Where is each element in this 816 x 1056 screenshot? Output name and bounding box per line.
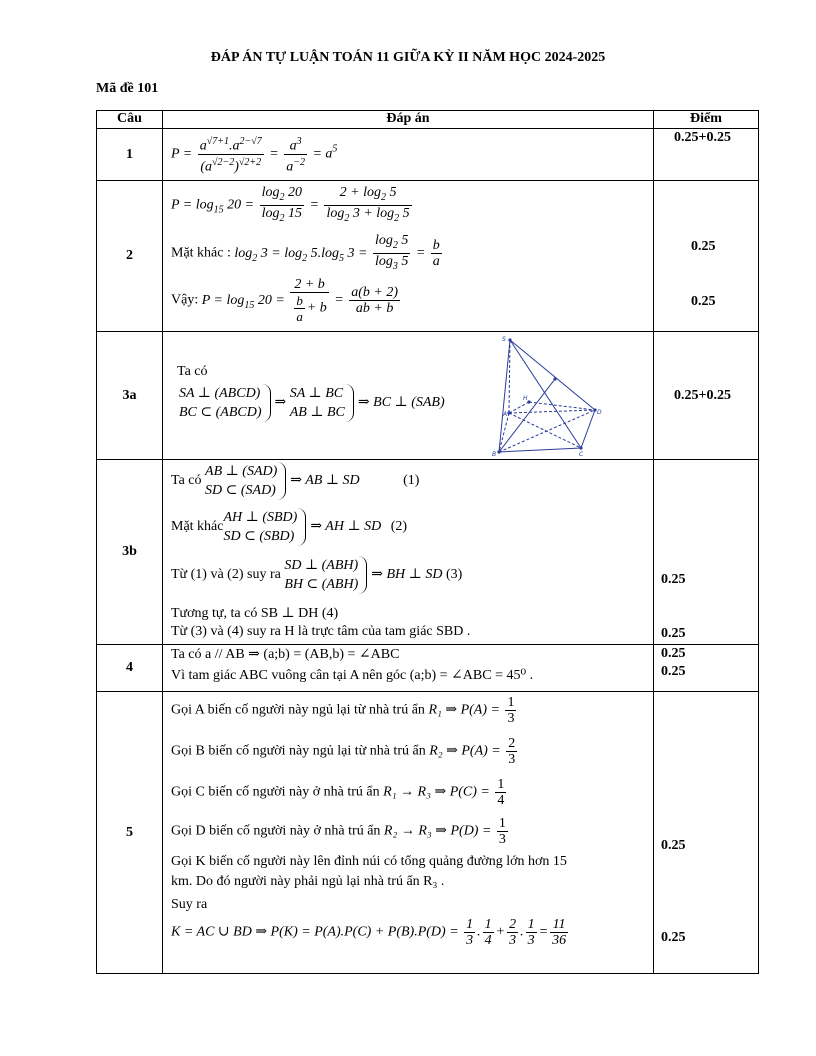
table-row: [97, 645, 759, 692]
q3b-l2-res: ⇒ AH ⊥ SD: [310, 519, 382, 535]
answer-cell: [163, 332, 654, 460]
label-B: B: [492, 451, 497, 456]
q3b-l3b: BH ⊂ (ABH): [284, 577, 359, 592]
q5-c-den: 4: [497, 793, 505, 808]
q5-line-c: [171, 777, 508, 808]
q3b-l3-res: ⇒ BH ⊥ SD: [371, 567, 443, 583]
q2-line3: Vậy: $P = \log_{15} 20$ = 2 + b $\frac{b}{a}$ + b = $\frac{a(b + 2)}{ab + b}$: [171, 277, 398, 324]
q5-line-a: [171, 695, 518, 726]
q3b-l3a: SD ⊥ (ABH): [284, 558, 359, 573]
q5-d-math: R₂ → R₃ ⇒ P(D) =: [383, 823, 492, 839]
points-cell: [654, 460, 759, 645]
q5-b-math: R₂ ⇒ P(A) =: [429, 743, 501, 759]
q5-a-text: Gọi A biến cố người này ngủ lại từ nhà trú ẩn: [171, 702, 425, 718]
points-value: 0.25: [661, 646, 686, 661]
q3b-l3-intro: Từ (1) và (2) suy ra: [171, 567, 281, 583]
page-title: ĐÁP ÁN TỰ LUẬN TOÁN 11 GIỮA KỲ II NĂM HỌC 2024-2025: [210, 50, 606, 65]
points-value: 0.25: [691, 239, 716, 254]
label-S: S: [502, 336, 506, 343]
q5-line-b: [171, 736, 519, 767]
answer-cell: [163, 460, 654, 645]
q5-line-d: [171, 816, 510, 847]
table-row: [97, 332, 759, 460]
question-label: 4: [97, 645, 163, 692]
points-cell: [654, 129, 759, 181]
q5-k2: km. Do đó người này phải ngủ lại nhà trú ẩn R₃ .: [171, 874, 445, 889]
q3b-l2b: SD ⊂ (SBD): [223, 529, 295, 544]
points-value: 0.25: [661, 930, 686, 945]
q3b-line3: [171, 556, 462, 594]
q5-c-num: 1: [497, 777, 505, 792]
question-label: 3b: [97, 460, 163, 645]
q5-k1: Gọi K biến cố người này lên đỉnh núi có tổng quảng đường lớn hơn 15: [171, 854, 567, 869]
q5-final: K = AC ∪ BD ⇒ P(K) = P(A).P(C) + P(B).P(D) = $\frac{1}{3}$ . $\frac{1}{4}$ + $\frac{2}{3}$ . $\frac{1}{3}$ = $\frac{11}{36}$: [171, 917, 567, 948]
question-label: 5: [97, 692, 163, 974]
answer-cell: [163, 129, 654, 181]
header-question: Câu: [97, 111, 163, 129]
q5-b-num: 2: [508, 736, 516, 751]
q3a-system: SA ⊥ (ABCD) BC ⊂ (ABCD)⇒ SA ⊥ BC AB ⊥ BC⇒ BC ⊥ (SAB): [179, 386, 445, 420]
edge-BC: [499, 448, 581, 452]
points-value: 0.25: [661, 572, 686, 587]
q3a-intro: Ta có: [177, 364, 208, 379]
points-value: 0.25: [661, 664, 686, 679]
q3b-line5: Từ (3) và (4) suy ra H là trực tâm của tam giác SBD .: [171, 624, 471, 639]
q5-a-num: 1: [507, 695, 515, 710]
q5-k3: Suy ra: [171, 897, 208, 912]
table-row: [97, 129, 759, 181]
q3b-l1a: AB ⊥ (SAD): [205, 464, 278, 479]
edge-HD: [529, 402, 595, 410]
answer-cell: [163, 692, 654, 974]
q2-line2: Mặt khác : $\log_2 3 = \log_2 5.\log_5$ 3 = $\frac{\log_2 5}{\log_3 5}$ = $\frac{b}{a}$: [171, 233, 440, 272]
q3a-sys2a: SA ⊥ BC: [289, 386, 344, 401]
q4-line2: Vì tam giác ABC vuông cân tại A nên góc (a;b) = ∠ABC = 45⁰ .: [171, 668, 534, 683]
points-cell: [654, 645, 759, 692]
points-cell: [654, 332, 759, 460]
table-row: [97, 460, 759, 645]
q5-c-text: Gọi C biến cố người này ở nhà trú ẩn: [171, 784, 380, 800]
q3b-l1-tag: (1): [403, 473, 420, 489]
q5-b-text: Gọi B biến cố người này ngủ lại từ nhà trú ẩn: [171, 743, 426, 759]
points-value: 0.25+0.25: [674, 130, 731, 145]
q1-formula-render: P = $\frac{a^{√7+1}.a^{2-√7}}{(a^{√2-2})^{√2+2}}$ = $\frac{a^3}{a^{-2}}$ = $a^5$: [171, 136, 338, 175]
table-row: [97, 692, 759, 974]
q3b-line1: [171, 462, 419, 500]
edge-AH: [509, 402, 529, 413]
q3a-result: ⇒ BC ⊥ (SAB): [357, 395, 445, 411]
points-cell: [654, 692, 759, 974]
question-label: 2: [97, 181, 163, 332]
points-value: 0.25: [661, 626, 686, 641]
points-cell: [654, 181, 759, 332]
answer-cell: [163, 645, 654, 692]
edge-SB: [499, 340, 510, 452]
q2-line2-text: Mặt khác :: [171, 245, 231, 261]
question-label: 1: [97, 129, 163, 181]
answer-table: [96, 110, 759, 974]
q5-a-math: R₁ ⇒ P(A) =: [428, 702, 500, 718]
q5-c-math: R₁ → R₃ ⇒ P(C) =: [383, 784, 490, 800]
table-header-row: [97, 111, 759, 129]
edge-AD: [509, 410, 595, 413]
q3b-l2-intro: Mặt khác: [171, 519, 224, 535]
q2-line1: $P = \log_{15} 20$ = $\frac{\log_2 20}{\log_2 15}$ = $\frac{2 + \log_2 5}{\log_2 3 + \log_2 5}$: [171, 185, 410, 224]
q3b-l1b: SD ⊂ (SAD): [205, 483, 276, 498]
q5-a-den: 3: [507, 711, 515, 726]
points-value: 0.25: [691, 294, 716, 309]
q3b-l1-intro: Ta có: [171, 473, 202, 489]
q3b-l1-res: ⇒ AB ⊥ SD: [290, 473, 360, 489]
q5-d-num: 1: [498, 816, 506, 831]
q5-d-text: Gọi D biến cố người này ở nhà trú ẩn: [171, 823, 381, 839]
exam-code: Mã đề 101: [96, 81, 159, 96]
points-value: 0.25: [661, 838, 686, 853]
q3b-l2-tag: (2): [390, 519, 408, 535]
header-answer: Đáp án: [163, 111, 654, 129]
table-row: [97, 181, 759, 332]
label-D: D: [597, 409, 602, 416]
answer-cell: [163, 181, 654, 332]
points-value: 0.25+0.25: [674, 388, 731, 403]
q5-b-den: 3: [508, 752, 516, 767]
pyramid-figure: [489, 336, 609, 456]
q3b-line2: [171, 508, 407, 546]
q3b-l2a: AH ⊥ (SBD): [223, 510, 298, 525]
q3a-sys2b: AB ⊥ BC: [289, 405, 345, 420]
q5-d-den: 3: [498, 832, 506, 847]
label-A: A: [503, 411, 508, 418]
label-C: C: [579, 451, 584, 456]
q4-line1: Ta có a // AB ⇒ (a;b) = (AB,b) = ∠ABC: [171, 647, 400, 662]
q2-line3-text: Vậy:: [171, 292, 199, 308]
q3b-l3-tag: (3): [445, 567, 463, 583]
q3a-sys1a: SA ⊥ (ABCD): [179, 386, 261, 401]
label-H: H: [523, 395, 528, 402]
q3b-line4: Tương tự, ta có SB ⊥ DH (4): [171, 606, 339, 621]
question-label: 3a: [97, 332, 163, 460]
header-points: Điểm: [654, 111, 759, 129]
edge-BK: [499, 379, 555, 452]
q5-final-text: K = AC ∪ BD ⇒ P(K) = P(A).P(C) + P(B).P(D) =: [171, 924, 459, 940]
q3a-sys1b: BC ⊂ (ABCD): [179, 405, 262, 420]
